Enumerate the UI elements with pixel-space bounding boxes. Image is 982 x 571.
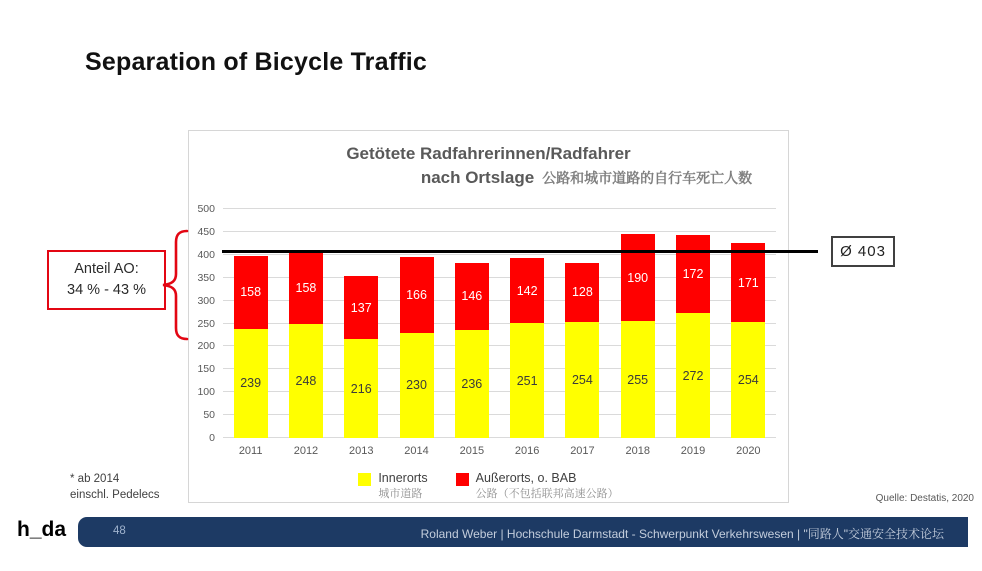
- average-value-box: Ø 403: [831, 236, 895, 267]
- bar-slot: [389, 209, 444, 438]
- bar-segment-innerorts: 236: [455, 330, 489, 438]
- anteil-ao-line2: 34 % - 43 %: [67, 282, 146, 298]
- bar-stack: [621, 234, 655, 438]
- x-axis-label: 2019: [680, 445, 706, 457]
- y-axis-label: 100: [197, 386, 215, 399]
- y-axis-label: 200: [197, 340, 215, 353]
- bar-stack: [344, 276, 378, 438]
- legend-item: [358, 471, 427, 501]
- x-axis-label: 2017: [570, 445, 595, 457]
- bar-segment-ausserorts: 166: [400, 257, 434, 333]
- left-brace-icon: [160, 226, 190, 346]
- bar-slot: [223, 209, 278, 438]
- bar-stack: [289, 252, 323, 438]
- x-axis-label: 2011: [238, 445, 263, 457]
- bar-segment-ausserorts: 171: [731, 243, 765, 321]
- bar-slot: [444, 209, 499, 438]
- bar-segment-ausserorts: 128: [565, 263, 599, 322]
- legend-name: Außerorts, o. BAB: [475, 471, 577, 485]
- chart-subtitle: [287, 168, 886, 188]
- x-axis-label: 2018: [625, 445, 650, 457]
- bar-slot: [334, 209, 389, 438]
- bar-stack: [400, 257, 434, 438]
- legend-label: [476, 471, 619, 501]
- bar-segment-innerorts: 254: [731, 322, 765, 438]
- source-note: Quelle: Destatis, 2020: [875, 493, 974, 504]
- y-axis-label: 50: [203, 409, 215, 422]
- anteil-ao-callout: [47, 250, 166, 310]
- bar-segment-innerorts: 254: [565, 322, 599, 438]
- bar-segment-innerorts: 239: [234, 329, 268, 438]
- y-axis-label: 0: [209, 432, 215, 444]
- bar-segment-innerorts: 251: [510, 323, 544, 438]
- legend-label: [378, 471, 427, 501]
- bar-segment-ausserorts: 190: [621, 234, 655, 321]
- legend-name-cn: 公路（不包括联邦高速公路）: [475, 487, 619, 500]
- x-axis-label: 2013: [349, 445, 374, 457]
- bar-stack: [676, 235, 710, 438]
- page-number: 48: [113, 525, 126, 537]
- y-axis-label: 150: [197, 363, 215, 376]
- legend-name: Innerorts: [378, 471, 428, 485]
- y-axis-label: 250: [197, 317, 215, 330]
- bar-slot: [610, 209, 665, 438]
- chart-panel: [188, 130, 789, 503]
- bar-segment-ausserorts: 137: [344, 276, 378, 339]
- legend-swatch-icon: [456, 473, 469, 486]
- anteil-ao-line1: Anteil AO:: [74, 260, 139, 277]
- bar-stack: [234, 256, 268, 438]
- bar-stack: [510, 258, 544, 438]
- y-axis-label: 350: [197, 271, 215, 284]
- x-axis-label: 2016: [514, 445, 540, 457]
- y-axis-label: 450: [197, 225, 215, 238]
- bar-stack: [565, 263, 599, 438]
- legend-item: [456, 471, 619, 501]
- bar-segment-ausserorts: 142: [510, 258, 544, 323]
- bar-segment-innerorts: 248: [289, 324, 323, 438]
- y-axis-label: 500: [197, 203, 215, 215]
- x-axis-label: 2012: [293, 445, 319, 457]
- bar-segment-innerorts: 272: [676, 313, 710, 438]
- hda-logo: h_da: [17, 518, 67, 541]
- bar-series: [223, 209, 776, 438]
- footnote: [70, 472, 160, 503]
- chart-subtitle-cn: 公路和城市道路的自行车死亡人数: [542, 170, 753, 186]
- legend-name-cn: 城市道路: [378, 487, 423, 500]
- y-axis-label: 400: [197, 248, 215, 261]
- footnote-line1: * ab 2014: [70, 473, 120, 485]
- chart-subtitle-de: nach Ortslage: [420, 168, 535, 187]
- bar-stack: [731, 243, 765, 438]
- bar-stack: [455, 263, 489, 438]
- plot-area: [197, 203, 776, 444]
- bar-segment-ausserorts: 172: [676, 235, 710, 314]
- bar-slot: [278, 209, 333, 438]
- footnote-line2: einschl. Pedelecs: [70, 488, 160, 501]
- bar-slot: [665, 209, 720, 438]
- y-axis-label: 300: [197, 294, 215, 307]
- footer-bar: [78, 517, 968, 547]
- bar-segment-innerorts: 216: [344, 339, 378, 438]
- bar-slot: [721, 209, 776, 438]
- legend-swatch-icon: [358, 473, 371, 486]
- bar-segment-innerorts: 255: [621, 321, 655, 438]
- bar-segment-ausserorts: 158: [289, 252, 323, 324]
- chart-title: Getötete Radfahrerinnen/Radfahrer: [346, 144, 631, 163]
- legend: [189, 471, 788, 501]
- x-axis-label: 2015: [459, 445, 485, 457]
- x-axis: [223, 445, 776, 457]
- footer-text: Roland Weber | Hochschule Darmstadt - Schwerpunkt Verkehrswesen | "同路人"交通安全技术论坛: [420, 527, 944, 541]
- bar-slot: [499, 209, 554, 438]
- bar-segment-ausserorts: 158: [234, 256, 268, 328]
- average-line: [222, 250, 818, 253]
- page-title: Separation of Bicycle Traffic: [85, 48, 428, 76]
- x-axis-label: 2014: [404, 445, 429, 457]
- bar-slot: [555, 209, 610, 438]
- bar-segment-innerorts: 230: [400, 333, 434, 438]
- bar-segment-ausserorts: 146: [455, 263, 489, 330]
- x-axis-label: 2020: [736, 445, 761, 457]
